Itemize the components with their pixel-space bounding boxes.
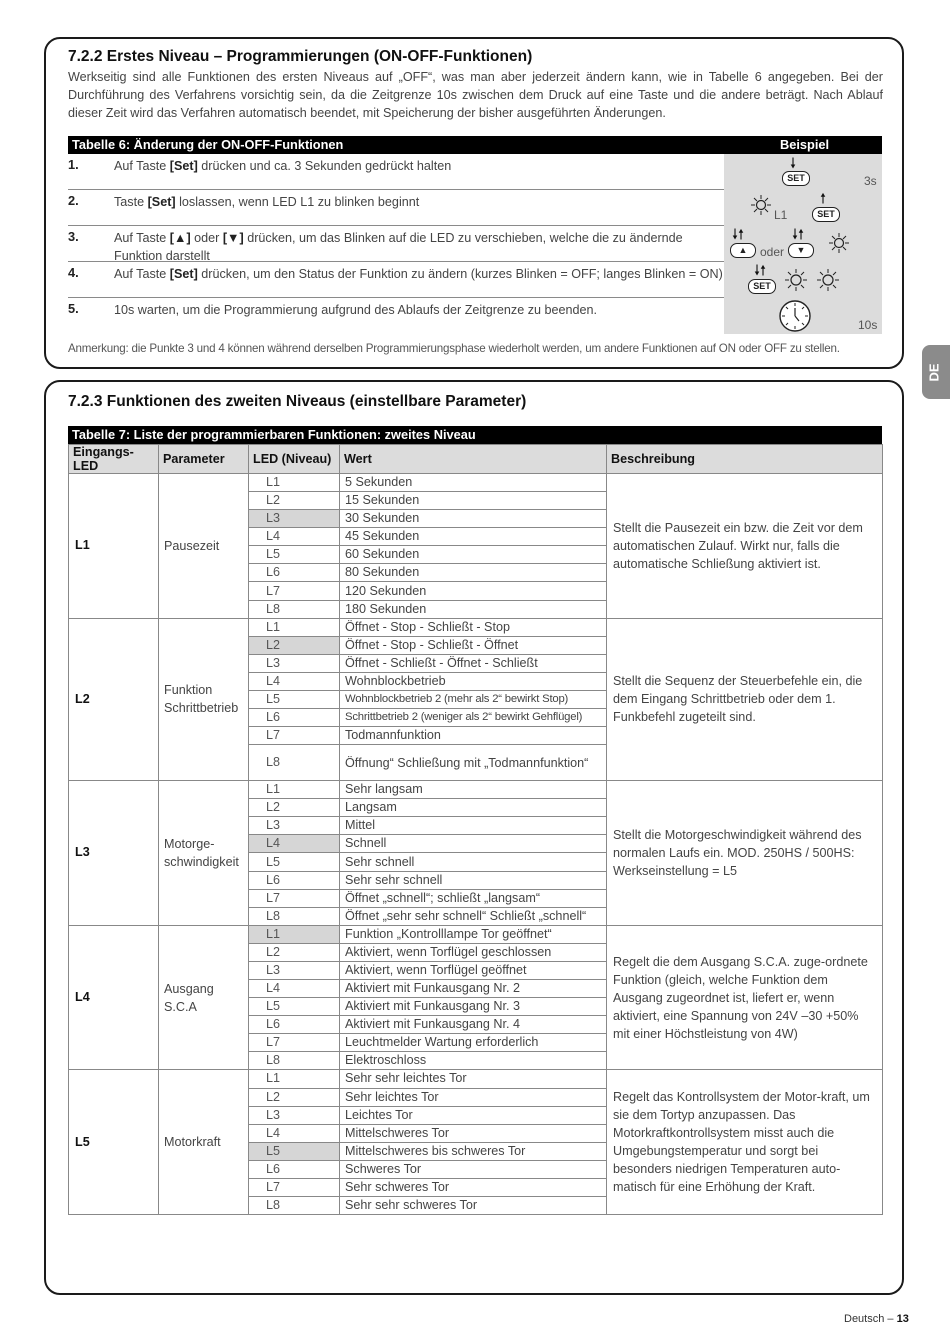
value-cell: 60 Sekunden bbox=[340, 546, 607, 564]
set-key-icon: SET bbox=[782, 171, 810, 186]
level-cell: L5 bbox=[249, 853, 340, 871]
table-6-row bbox=[68, 190, 882, 226]
level-cell: L3 bbox=[249, 654, 340, 672]
down-key-icon: ▼ bbox=[788, 243, 814, 258]
level-cell: L7 bbox=[249, 727, 340, 745]
value-cell: 15 Sekunden bbox=[340, 492, 607, 510]
value-cell: Öffnet - Stop - Schließt - Öffnet bbox=[340, 636, 607, 654]
oder-label: oder bbox=[760, 245, 785, 259]
table-6-title: Tabelle 6: Änderung der ON-OFF-Funktionen bbox=[72, 137, 344, 152]
page-footer bbox=[844, 1313, 909, 1325]
language-tab bbox=[922, 345, 950, 399]
level-cell: L4 bbox=[249, 980, 340, 998]
level-cell: L2 bbox=[249, 799, 340, 817]
press-release-arrows-icon: 🠗🠕 bbox=[754, 262, 767, 278]
table-row bbox=[69, 474, 883, 492]
set-key-icon: SET bbox=[748, 279, 776, 294]
step-text: 10s warten, um die Programmierung aufgrund des Ablaufs der Zeitgrenze zu beenden. bbox=[114, 303, 598, 317]
value-cell: Sehr schnell bbox=[340, 853, 607, 871]
level-cell: L4 bbox=[249, 1124, 340, 1142]
value-cell: Öffnung“ Schließung mit „Todmannfunktion“ bbox=[340, 745, 607, 781]
table-7-title: Tabelle 7: Liste der programmierbaren Funktionen: zweites Niveau bbox=[72, 427, 476, 442]
level-cell: L4 bbox=[249, 835, 340, 853]
blinking-led-icon bbox=[750, 194, 772, 216]
parameter-cell: Ausgang S.C.A bbox=[159, 925, 249, 1070]
value-cell: Schrittbetrieb 2 (weniger als 2“ bewirkt Gehflügel) bbox=[340, 709, 607, 727]
clock-icon bbox=[778, 299, 812, 333]
level-cell: L4 bbox=[249, 672, 340, 690]
table-6-row bbox=[68, 262, 882, 298]
level-cell: L4 bbox=[249, 528, 340, 546]
level-cell: L7 bbox=[249, 1034, 340, 1052]
value-cell: Todmannfunktion bbox=[340, 727, 607, 745]
table-7-header bbox=[68, 426, 882, 444]
value-cell: Öffnet „sehr sehr schnell“ Schließt „schnell“ bbox=[340, 907, 607, 925]
value-cell: Öffnet - Stop - Schließt - Stop bbox=[340, 618, 607, 636]
col-header: Wert bbox=[340, 445, 607, 474]
value-cell: Schweres Tor bbox=[340, 1160, 607, 1178]
value-cell: Langsam bbox=[340, 799, 607, 817]
value-cell: 45 Sekunden bbox=[340, 528, 607, 546]
value-cell: Leuchtmelder Wartung erforderlich bbox=[340, 1034, 607, 1052]
parameter-cell: Pausezeit bbox=[159, 474, 249, 619]
footer-language: Deutsch – bbox=[844, 1313, 897, 1325]
table-6 bbox=[68, 136, 882, 334]
value-cell: Sehr sehr schweres Tor bbox=[340, 1196, 607, 1214]
value-cell: Mittelschweres Tor bbox=[340, 1124, 607, 1142]
step-example bbox=[724, 298, 882, 334]
level-cell: L3 bbox=[249, 510, 340, 528]
value-cell: Sehr sehr leichtes Tor bbox=[340, 1070, 607, 1088]
value-cell: Öffnet „schnell“; schließt „langsam“ bbox=[340, 889, 607, 907]
parameter-cell: Motorge-schwindigkeit bbox=[159, 781, 249, 926]
value-cell: Aktiviert mit Funkausgang Nr. 2 bbox=[340, 980, 607, 998]
led-label: L1 bbox=[774, 208, 788, 222]
level-cell: L7 bbox=[249, 889, 340, 907]
value-cell: Sehr leichtes Tor bbox=[340, 1088, 607, 1106]
up-key-icon: ▲ bbox=[730, 243, 756, 258]
col-header: Parameter bbox=[159, 445, 249, 474]
table-6-header bbox=[68, 136, 882, 154]
level-cell: L1 bbox=[249, 781, 340, 799]
set-key-icon: SET bbox=[812, 207, 840, 222]
section-title-first-level: 7.2.2 Erstes Niveau – Programmierungen (ON-OFF-Funktionen) bbox=[68, 48, 533, 65]
value-cell: Sehr sehr schnell bbox=[340, 871, 607, 889]
table-6-row bbox=[68, 226, 882, 262]
value-cell: Aktiviert, wenn Torflügel geöffnet bbox=[340, 961, 607, 979]
step-example bbox=[724, 226, 882, 262]
value-cell: Sehr langsam bbox=[340, 781, 607, 799]
value-cell: Aktiviert mit Funkausgang Nr. 3 bbox=[340, 998, 607, 1016]
level-cell: L7 bbox=[249, 1178, 340, 1196]
description-cell: Stellt die Motorgeschwindigkeit während des normalen Laufs ein. MOD. 250HS / 500HS: Werkseinstellung = L5 bbox=[607, 781, 883, 926]
table-6-row bbox=[68, 298, 882, 334]
description-cell: Regelt die dem Ausgang S.C.A. zuge-ordnete Funktion (gleich, welche Funktion dem Ausgang zugeordnet ist, liefert er, wenn aktiviert, eine Spannung von 24V –30 +50% mit einer Höchstleistung von 4W) bbox=[607, 925, 883, 1070]
level-cell: L6 bbox=[249, 564, 340, 582]
value-cell: Aktiviert mit Funkausgang Nr. 4 bbox=[340, 1016, 607, 1034]
value-cell: Elektroschloss bbox=[340, 1052, 607, 1070]
level-cell: L5 bbox=[249, 546, 340, 564]
step-number: 3. bbox=[68, 229, 79, 244]
value-cell: 180 Sekunden bbox=[340, 600, 607, 618]
value-cell: Mittelschweres bis schweres Tor bbox=[340, 1142, 607, 1160]
table-row bbox=[69, 1070, 883, 1088]
col-header: Beschreibung bbox=[607, 445, 883, 474]
description-cell: Regelt das Kontrollsystem der Motor-kraft, um sie dem Tortyp anzupassen. Das Motorkraftkontrollsystem misst auch die Umgebungstemperatur und sorgt bei besonders niedrigen Temperaturen auto-matisch für eine Erhöhung der Kraft. bbox=[607, 1070, 883, 1215]
level-cell: L3 bbox=[249, 1106, 340, 1124]
step-number: 2. bbox=[68, 193, 79, 208]
level-cell: L8 bbox=[249, 745, 340, 781]
level-cell: L8 bbox=[249, 1052, 340, 1070]
value-cell: Sehr schweres Tor bbox=[340, 1178, 607, 1196]
value-cell: 120 Sekunden bbox=[340, 582, 607, 600]
step-example bbox=[724, 262, 882, 298]
level-cell: L1 bbox=[249, 1070, 340, 1088]
level-cell: L1 bbox=[249, 925, 340, 943]
table-6-row bbox=[68, 154, 882, 190]
language-tab-label: DE bbox=[926, 363, 942, 382]
press-release-arrows-icon: 🠗🠕 bbox=[732, 226, 745, 242]
input-led-cell: L2 bbox=[69, 618, 159, 781]
table-row bbox=[69, 618, 883, 636]
input-led-cell: L5 bbox=[69, 1070, 159, 1215]
level-cell: L5 bbox=[249, 998, 340, 1016]
step-text: Auf Taste [Set] drücken, um den Status der Funktion zu ändern (kurzes Blinken = OFF; langes Blinken = ON) bbox=[114, 267, 723, 281]
step-example bbox=[724, 190, 882, 226]
level-cell: L2 bbox=[249, 492, 340, 510]
level-cell: L1 bbox=[249, 474, 340, 492]
level-cell: L3 bbox=[249, 817, 340, 835]
page-number: 13 bbox=[896, 1313, 909, 1325]
value-cell: Wohnblockbetrieb 2 (mehr als 2“ bewirkt Stop) bbox=[340, 690, 607, 708]
table-row bbox=[69, 781, 883, 799]
blinking-led-icon bbox=[828, 232, 850, 254]
level-cell: L5 bbox=[249, 1142, 340, 1160]
level-cell: L6 bbox=[249, 1016, 340, 1034]
description-cell: Stellt die Sequenz der Steuerbefehle ein, die dem Eingang Schrittbetrieb oder dem 1. Funkbefehl zugeteilt sind. bbox=[607, 618, 883, 781]
input-led-cell: L4 bbox=[69, 925, 159, 1070]
table-6-note: Anmerkung: die Punkte 3 und 4 können während derselben Programmierungsphase wiederholt werden, um andere Funktionen auf ON oder OFF zu stellen. bbox=[68, 342, 840, 355]
section-title-second-level: 7.2.3 Funktionen des zweiten Niveaus (einstellbare Parameter) bbox=[68, 393, 527, 410]
level-cell: L6 bbox=[249, 709, 340, 727]
value-cell: Schnell bbox=[340, 835, 607, 853]
level-cell: L3 bbox=[249, 961, 340, 979]
level-cell: L6 bbox=[249, 1160, 340, 1178]
level-cell: L2 bbox=[249, 1088, 340, 1106]
input-led-cell: L3 bbox=[69, 781, 159, 926]
step-example bbox=[724, 154, 882, 190]
table-row bbox=[69, 925, 883, 943]
table-7-body bbox=[69, 474, 883, 1215]
release-arrow-icon: 🠕 bbox=[820, 190, 827, 206]
value-cell: Leichtes Tor bbox=[340, 1106, 607, 1124]
table-7-column-headers bbox=[69, 445, 883, 474]
value-cell: Wohnblockbetrieb bbox=[340, 672, 607, 690]
step-text: Auf Taste [Set] drücken und ca. 3 Sekunden gedrückt halten bbox=[114, 159, 452, 173]
level-cell: L6 bbox=[249, 871, 340, 889]
step-text: Taste [Set] loslassen, wenn LED L1 zu blinken beginnt bbox=[114, 195, 420, 209]
level-cell: L2 bbox=[249, 636, 340, 654]
level-cell: L8 bbox=[249, 600, 340, 618]
value-cell: Öffnet - Schließt - Öffnet - Schließt bbox=[340, 654, 607, 672]
table-6-example-header: Beispiel bbox=[780, 137, 830, 152]
time-label: 3s bbox=[864, 174, 877, 188]
col-header: Eingangs-LED bbox=[69, 445, 159, 474]
level-cell: L8 bbox=[249, 1196, 340, 1214]
step-number: 4. bbox=[68, 265, 79, 280]
table-7 bbox=[68, 444, 883, 1215]
step-number: 5. bbox=[68, 301, 79, 316]
time-label: 10s bbox=[858, 318, 878, 332]
blinking-led-icon bbox=[816, 268, 840, 292]
col-header: LED (Niveau) bbox=[249, 445, 340, 474]
parameter-cell: Funktion Schrittbetrieb bbox=[159, 618, 249, 781]
value-cell: 30 Sekunden bbox=[340, 510, 607, 528]
level-cell: L1 bbox=[249, 618, 340, 636]
value-cell: Funktion „Kontrolllampe Tor geöffnet“ bbox=[340, 925, 607, 943]
press-arrow-icon: 🠗 bbox=[790, 155, 797, 171]
step-number: 1. bbox=[68, 157, 79, 172]
value-cell: Aktiviert, wenn Torflügel geschlossen bbox=[340, 943, 607, 961]
section-intro: Werkseitig sind alle Funktionen des ersten Niveaus auf „OFF“, was man aber jederzeit ändern kann, wie in Tabelle 6 angegeben. Bei der Durchführung des Verfahrens vorsichtig sein, da die Zeitgrenze 10s zwischen dem Druck auf eine Taste und die andere beträgt. Nach Ablauf dieser Zeit wird das Verfahren automatisch beendet, mit Speicherung der bisher ausgeführten Änderungen. bbox=[68, 70, 883, 121]
level-cell: L2 bbox=[249, 943, 340, 961]
value-cell: 5 Sekunden bbox=[340, 474, 607, 492]
input-led-cell: L1 bbox=[69, 474, 159, 619]
parameter-cell: Motorkraft bbox=[159, 1070, 249, 1215]
blinking-led-icon bbox=[784, 268, 808, 292]
level-cell: L8 bbox=[249, 907, 340, 925]
description-cell: Stellt die Pausezeit ein bzw. die Zeit vor dem automatischen Zulauf. Wirkt nur, falls die automatische Schließung aktiviert ist. bbox=[607, 474, 883, 619]
level-cell: L5 bbox=[249, 690, 340, 708]
value-cell: 80 Sekunden bbox=[340, 564, 607, 582]
press-release-arrows-icon: 🠗🠕 bbox=[792, 226, 805, 242]
value-cell: Mittel bbox=[340, 817, 607, 835]
step-text: Auf Taste [▲] oder [▼] drücken, um das Blinken auf die LED zu verschieben, welche die zu ändernde Funktion darstellt bbox=[114, 231, 683, 263]
level-cell: L7 bbox=[249, 582, 340, 600]
